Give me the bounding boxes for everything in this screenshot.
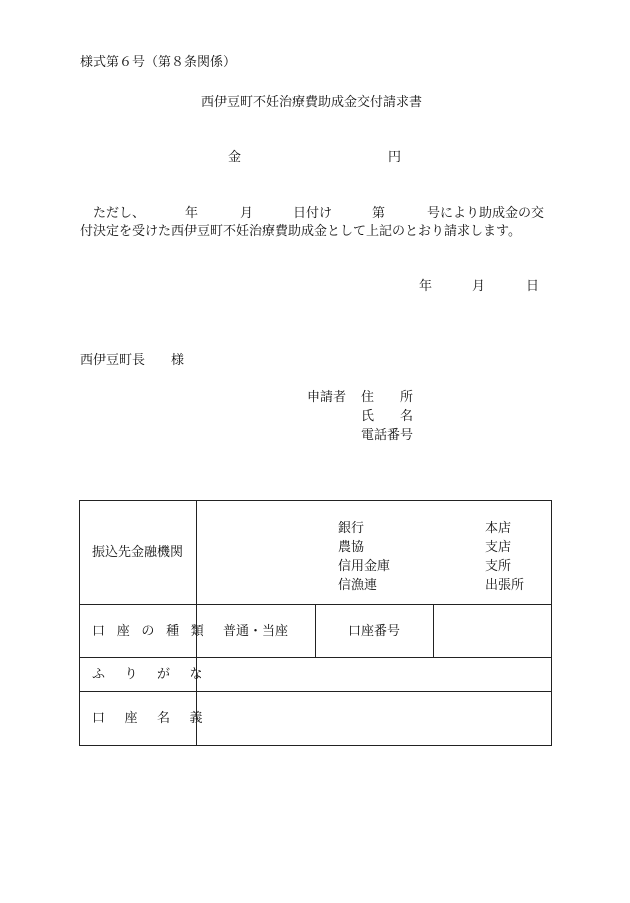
branch-type: 本店 bbox=[485, 521, 512, 536]
body-line2: 付決定を受けた西伊豆町不妊治療費助成金として上記のとおり請求します。 bbox=[80, 224, 521, 239]
account-number-label: 口座番号 bbox=[348, 624, 401, 639]
account-holder-label: 口座名義 bbox=[92, 711, 223, 726]
institution-type: 信漁連 bbox=[338, 578, 378, 593]
branch-type: 出張所 bbox=[485, 578, 525, 593]
amount-kin-label: 金 bbox=[228, 150, 242, 165]
table-column-divider bbox=[433, 604, 434, 657]
institution-type: 信用金庫 bbox=[338, 559, 391, 574]
applicant-address-label: 住 所 bbox=[361, 390, 414, 405]
amount-yen-label: 円 bbox=[388, 150, 402, 165]
bank-label: 振込先金融機関 bbox=[92, 545, 184, 560]
body-year: 年 bbox=[185, 206, 199, 221]
branch-type: 支店 bbox=[485, 540, 512, 555]
applicant-phone-label: 電話番号 bbox=[361, 428, 414, 443]
body-month: 月 bbox=[240, 206, 254, 221]
furigana-label: ふりがな bbox=[92, 667, 223, 682]
date-year: 年 bbox=[419, 279, 433, 294]
table-column-divider bbox=[196, 500, 197, 746]
table-column-divider bbox=[315, 604, 316, 657]
addressee: 西伊豆町長 様 bbox=[80, 353, 185, 368]
account-type-label: 口座の種類 bbox=[92, 624, 216, 639]
document-title: 西伊豆町不妊治療費助成金交付請求書 bbox=[201, 95, 423, 110]
body-tadashi: ただし、 bbox=[93, 206, 146, 221]
body-dai: 第 bbox=[372, 206, 386, 221]
date-day: 日 bbox=[526, 279, 540, 294]
table-row-divider bbox=[79, 657, 552, 658]
branch-type: 支所 bbox=[485, 559, 512, 574]
institution-type: 銀行 bbox=[338, 521, 365, 536]
date-month: 月 bbox=[472, 279, 486, 294]
applicant-name-label: 氏 名 bbox=[361, 409, 414, 424]
table-row-divider bbox=[79, 691, 552, 692]
body-line1-end: 号により助成金の交 bbox=[427, 206, 545, 221]
applicant-label: 申請者 bbox=[307, 390, 347, 405]
institution-type: 農協 bbox=[338, 540, 365, 555]
body-date-suffix: 日付け bbox=[293, 206, 333, 221]
account-type-value: 普通・当座 bbox=[223, 624, 289, 639]
form-number: 様式第６号（第８条関係） bbox=[80, 55, 237, 70]
